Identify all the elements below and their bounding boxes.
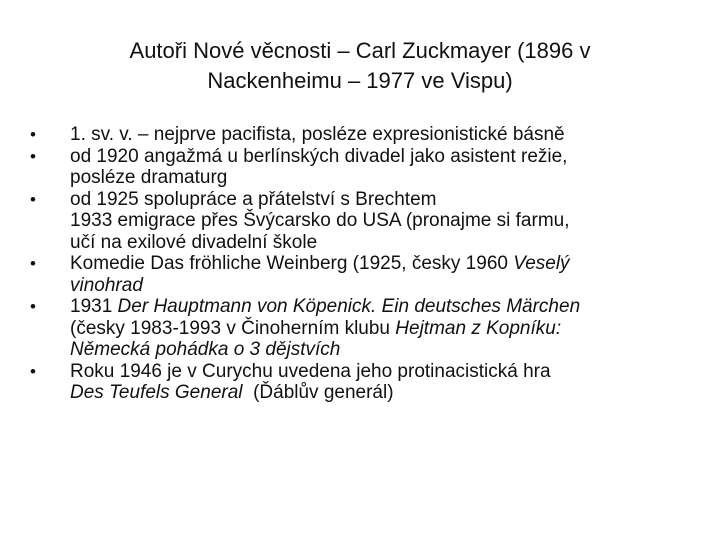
bullet-text: od 1920 angažmá u berlínských divadel jako asistent režie, xyxy=(70,145,568,167)
bullet-item xyxy=(28,146,688,189)
bullet-text: Roku 1946 je v Curychu uvedena jeho protinacistická hra xyxy=(70,360,551,382)
bullet-item xyxy=(28,124,688,146)
bullet-text: (česky 1983-1993 v Činoherním klubu xyxy=(70,317,396,339)
bullet-text: posléze dramaturg xyxy=(70,167,228,188)
bullet-line xyxy=(70,124,688,146)
bullet-text: Komedie Das fröhliche Weinberg (1925, česky 1960 xyxy=(70,253,514,274)
bullet-line xyxy=(70,339,688,361)
bullet-text-italic: Des Teufels General xyxy=(70,382,243,403)
bullet-item xyxy=(28,189,688,254)
bullet-dot-icon: • xyxy=(30,254,36,273)
bullet-line xyxy=(70,167,688,189)
bullet-list xyxy=(28,124,688,404)
bullet-text-italic: Hejtman z Kopníku: xyxy=(395,317,562,339)
slide-title xyxy=(60,36,660,96)
bullet-line xyxy=(70,253,688,275)
bullet-line xyxy=(70,318,688,340)
bullet-line xyxy=(70,232,688,254)
bullet-dot-icon: • xyxy=(30,189,36,209)
bullet-item xyxy=(28,361,688,404)
bullet-dot-icon: • xyxy=(30,125,36,144)
bullet-text: 1933 emigrace přes Švýcarsko do USA (pronajme si farmu, xyxy=(70,210,570,231)
bullet-dot-icon: • xyxy=(30,297,36,316)
title-line-2: Nackenheimu – 1977 ve Vispu) xyxy=(207,68,513,93)
bullet-text-italic: Veselý xyxy=(513,253,570,274)
bullet-text: (Ďáblův generál) xyxy=(242,382,394,403)
bullet-line xyxy=(70,382,688,404)
bullet-line xyxy=(70,296,688,318)
bullet-line xyxy=(70,189,688,211)
bullet-text-italic: Der Hauptmann von Köpenick. Ein deutsches Märchen xyxy=(117,296,581,317)
bullet-line xyxy=(70,146,688,168)
bullet-dot-icon: • xyxy=(30,361,36,381)
bullet-text: učí na exilové divadelní škole xyxy=(70,231,318,253)
title-line-1: Autoři Nové věcnosti – Carl Zuckmayer (1896 v xyxy=(129,38,591,63)
bullet-line xyxy=(70,210,688,232)
bullet-text: 1931 xyxy=(70,296,118,317)
bullet-item xyxy=(28,253,688,296)
bullet-line xyxy=(70,275,688,297)
bullet-line xyxy=(70,361,688,383)
bullet-text-italic: vinohrad xyxy=(70,274,143,296)
bullet-text: od 1925 spolupráce a přátelství s Brechtem xyxy=(70,188,437,210)
bullet-text: 1. sv. v. – nejprve pacifista, posléze expresionistické básně xyxy=(70,124,565,145)
bullet-dot-icon: • xyxy=(30,146,36,166)
bullet-item xyxy=(28,296,688,361)
bullet-text-italic: Německá pohádka o 3 dějstvích xyxy=(70,339,341,360)
